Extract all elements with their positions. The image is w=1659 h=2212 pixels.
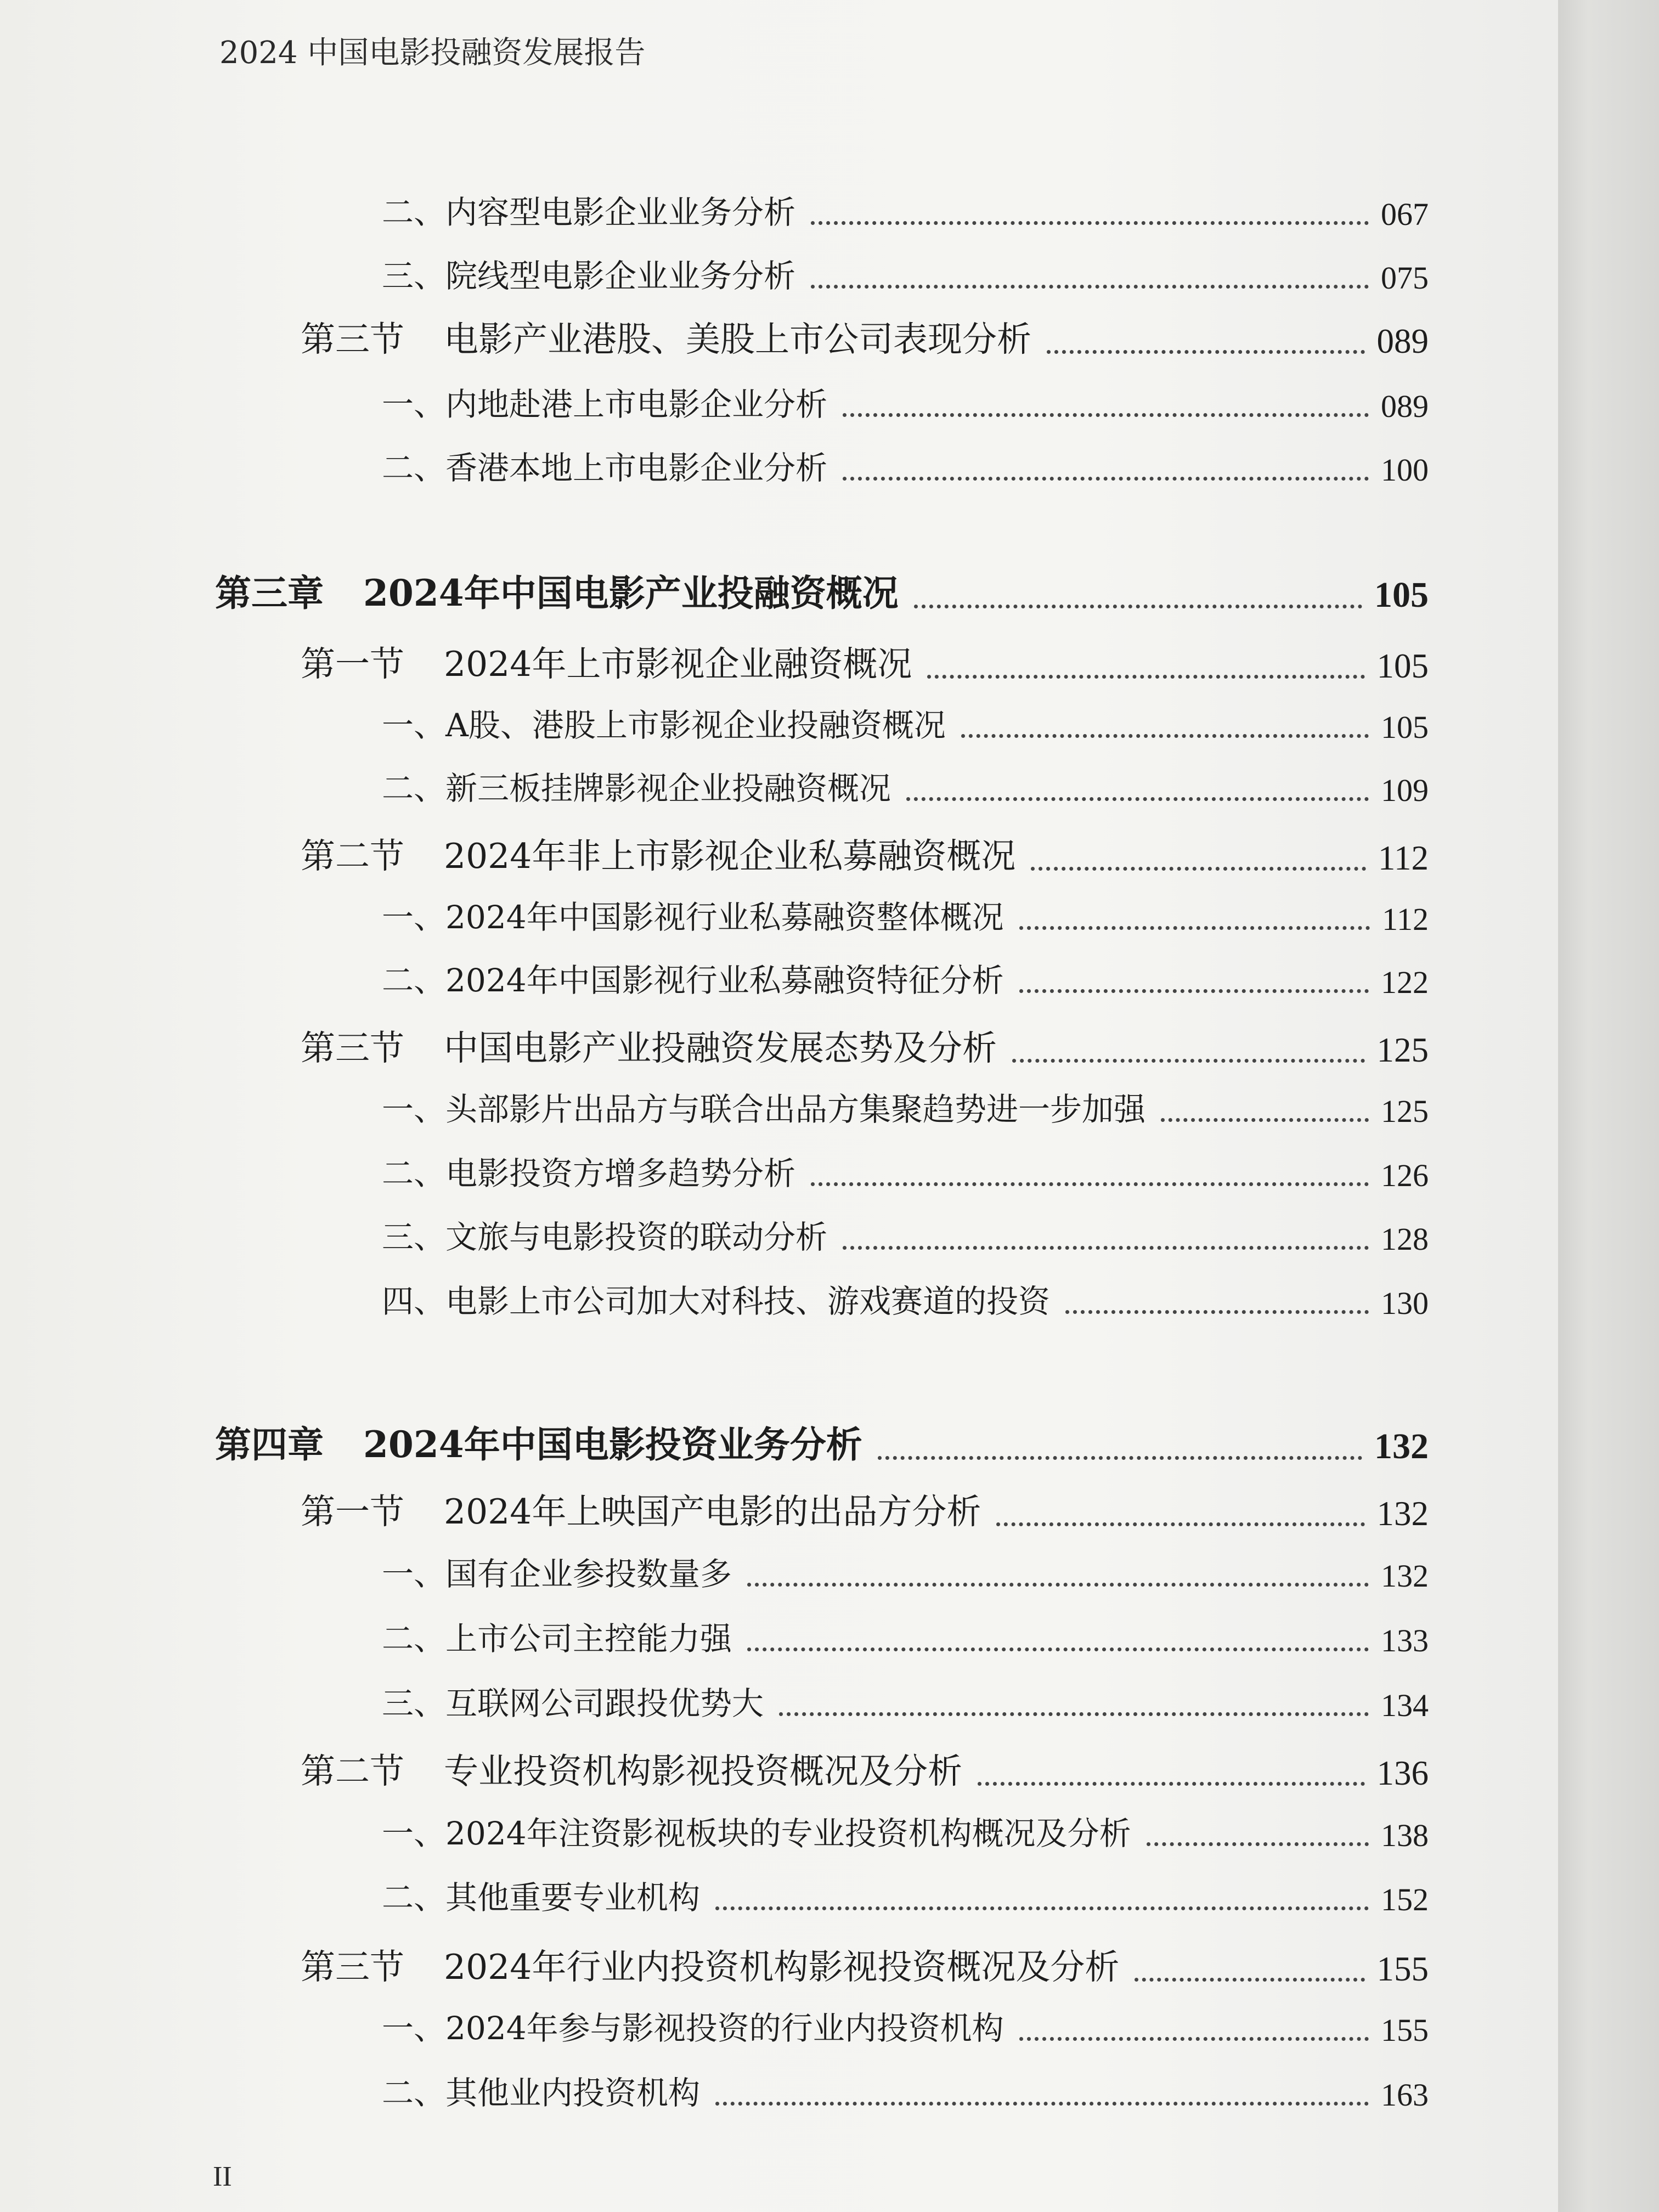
dot-leader — [1135, 1978, 1364, 1982]
toc-entry-page-number: 067 — [1381, 196, 1429, 232]
toc-entry-item — [382, 2002, 1429, 2049]
toc-entry-title: 三、文旅与电影投资的联动分析 — [382, 1218, 828, 1256]
running-head: 2024 中国电影投融资发展报告 — [219, 35, 646, 71]
toc-entry-title: 2024年行业内投资机构影视投资概况及分析 — [444, 1947, 1120, 1987]
toc-entry-title: 2024年中国电影投资业务分析 — [363, 1423, 862, 1466]
toc-entry-section — [301, 312, 1429, 362]
toc-entry-section — [301, 1939, 1429, 1989]
toc-entry-title: 一、2024年参与影视投资的行业内投资机构 — [382, 2010, 1004, 2047]
toc-entry-page-number: 136 — [1376, 1754, 1429, 1792]
toc-entry-item — [382, 1548, 1429, 1594]
toc-entry-page-number: 134 — [1381, 1688, 1429, 1723]
toc-entry-item — [382, 1613, 1429, 1659]
page-folio: II — [213, 2161, 232, 2192]
toc-entry-page-number: 105 — [1374, 575, 1429, 615]
toc-entry-page-number: 125 — [1376, 1031, 1429, 1069]
toc-entry-item — [382, 1211, 1429, 1257]
toc-entry-label: 第一节 — [301, 644, 404, 684]
toc-entry-page-number: 133 — [1381, 1623, 1429, 1658]
toc-entry-item — [382, 955, 1429, 1001]
toc-entry-section — [301, 1484, 1429, 1534]
toc-entry-item — [382, 2067, 1429, 2113]
toc-entry-item — [382, 1808, 1429, 1854]
toc-entry-title: 二、香港本地上市电影企业分析 — [382, 449, 828, 487]
toc-entry-title: 二、2024年中国影视行业私募融资特征分析 — [382, 962, 1004, 999]
dot-leader — [978, 1782, 1365, 1786]
dot-leader — [811, 285, 1369, 289]
toc-entry-section — [301, 1743, 1429, 1793]
toc-entry-item — [382, 699, 1429, 746]
dot-leader — [996, 1522, 1364, 1526]
toc-entry-title: 电影产业港股、美股上市公司表现分析 — [444, 319, 1031, 359]
dot-leader — [715, 1906, 1369, 1910]
toc-entry-page-number: 128 — [1381, 1221, 1429, 1257]
toc-entry-page-number: 122 — [1381, 964, 1429, 1000]
toc-entry-item — [382, 1678, 1429, 1724]
dot-leader — [1147, 1842, 1369, 1846]
toc-entry-page-number: 132 — [1374, 1426, 1429, 1466]
toc-entry-title: 二、电影投资方增多趋势分析 — [382, 1155, 796, 1192]
toc-entry-page-number: 105 — [1376, 647, 1429, 685]
toc-entry-title: 专业投资机构影视投资概况及分析 — [444, 1751, 962, 1791]
toc-entry-section — [301, 828, 1429, 878]
toc-entry-title: 一、2024年中国影视行业私募融资整体概况 — [382, 899, 1004, 936]
toc-entry-title: 一、内地赴港上市电影企业分析 — [382, 386, 828, 423]
dot-leader — [811, 1182, 1369, 1186]
toc-entry-title: 四、电影上市公司加大对科技、游戏赛道的投资 — [382, 1283, 1051, 1320]
toc-entry-page-number: 152 — [1381, 1882, 1429, 1917]
toc-entry-label: 第三节 — [301, 319, 404, 359]
dot-leader — [1012, 1059, 1365, 1063]
dot-leader — [1065, 1310, 1369, 1314]
toc-entry-label: 第一节 — [301, 1492, 404, 1532]
toc-entry-section — [301, 1020, 1429, 1070]
toc-entry-title: 三、院线型电影企业业务分析 — [382, 257, 796, 295]
toc-entry-title: 一、国有企业参投数量多 — [382, 1555, 732, 1593]
dot-leader — [747, 1583, 1369, 1587]
toc-entry-page-number: 132 — [1381, 1558, 1429, 1594]
toc-entry-item — [382, 187, 1429, 233]
toc-entry-label: 第三节 — [301, 1947, 404, 1987]
toc-entry-title: 三、互联网公司跟投优势大 — [382, 1685, 764, 1722]
toc-entry-page-number: 130 — [1381, 1285, 1429, 1321]
toc-entry-item — [382, 442, 1429, 488]
toc-entry-label: 第三节 — [301, 1028, 404, 1068]
dot-leader — [1019, 926, 1370, 930]
toc-entry-item — [382, 1276, 1429, 1322]
toc-entry-title: 2024年上映国产电影的出品方分析 — [444, 1492, 981, 1532]
dot-leader — [843, 477, 1369, 481]
toc-entry-chapter — [215, 564, 1429, 616]
toc-entry-chapter — [215, 1415, 1429, 1468]
toc-entry-page-number: 112 — [1382, 901, 1429, 937]
toc-entry-page-number: 075 — [1381, 260, 1429, 296]
toc-entry-page-number: 109 — [1381, 772, 1429, 808]
toc-entry-item — [382, 1148, 1429, 1194]
toc-entry-page-number: 112 — [1378, 839, 1429, 877]
toc-entry-label: 第三章 — [215, 572, 324, 614]
dot-leader — [961, 734, 1369, 738]
toc-entry-item — [382, 379, 1429, 425]
toc-entry-item — [382, 891, 1429, 938]
toc-entry-title: 二、新三板挂牌影视企业投融资概况 — [382, 770, 891, 807]
dot-leader — [843, 413, 1369, 417]
toc-entry-title: 2024年中国电影产业投融资概况 — [363, 572, 899, 614]
dot-leader — [878, 1456, 1362, 1460]
toc-entry-title: 二、其他业内投资机构 — [382, 2074, 701, 2112]
toc-entry-page-number: 125 — [1381, 1093, 1429, 1129]
dot-leader — [914, 605, 1362, 608]
toc-entry-page-number: 089 — [1381, 388, 1429, 424]
toc-entry-title: 一、2024年注资影视板块的专业投资机构概况及分析 — [382, 1815, 1131, 1852]
dot-leader — [715, 2102, 1369, 2106]
toc-entry-page-number: 126 — [1381, 1158, 1429, 1193]
toc-entry-title: 2024年非上市影视企业私募融资概况 — [444, 836, 1016, 876]
toc-entry-title: 2024年上市影视企业融资概况 — [444, 644, 912, 684]
toc-entry-item — [382, 1872, 1429, 1918]
toc-entry-title: 二、其他重要专业机构 — [382, 1879, 701, 1916]
dot-leader — [906, 797, 1369, 801]
toc-entry-label: 第四章 — [215, 1423, 324, 1466]
adjacent-page-edge — [1558, 0, 1659, 2212]
dot-leader — [1019, 989, 1369, 993]
toc-entry-label: 第二节 — [301, 1751, 404, 1791]
dot-leader — [1019, 2037, 1369, 2041]
dot-leader — [811, 221, 1369, 225]
toc-entry-page-number: 132 — [1376, 1494, 1429, 1533]
toc-entry-page-number: 138 — [1381, 1818, 1429, 1853]
toc-entry-title: 中国电影产业投融资发展态势及分析 — [444, 1028, 997, 1068]
toc-entry-title: 一、A股、港股上市影视企业投融资概况 — [382, 707, 946, 744]
dot-leader — [779, 1712, 1369, 1716]
toc-entry-title: 二、内容型电影企业业务分析 — [382, 194, 796, 231]
dot-leader — [747, 1647, 1369, 1651]
toc-entry-page-number: 105 — [1381, 709, 1429, 745]
dot-leader — [927, 675, 1364, 679]
dot-leader — [1161, 1118, 1369, 1122]
toc-entry-section — [301, 636, 1429, 686]
toc-entry-page-number: 163 — [1381, 2077, 1429, 2113]
dot-leader — [1031, 867, 1365, 871]
toc-entry-page-number: 155 — [1381, 2012, 1429, 2048]
toc-entry-page-number: 155 — [1376, 1950, 1429, 1988]
toc-entry-title: 一、头部影片出品方与联合出品方集聚趋势进一步加强 — [382, 1091, 1146, 1128]
toc-entry-title: 二、上市公司主控能力强 — [382, 1620, 732, 1657]
toc-entry-page-number: 089 — [1376, 322, 1429, 360]
dot-leader — [1047, 350, 1365, 354]
toc-entry-item — [382, 1084, 1429, 1130]
toc-entry-label: 第二节 — [301, 836, 404, 876]
toc-entry-item — [382, 763, 1429, 809]
toc-entry-page-number: 100 — [1381, 452, 1429, 488]
toc-entry-item — [382, 250, 1429, 296]
dot-leader — [843, 1246, 1369, 1250]
